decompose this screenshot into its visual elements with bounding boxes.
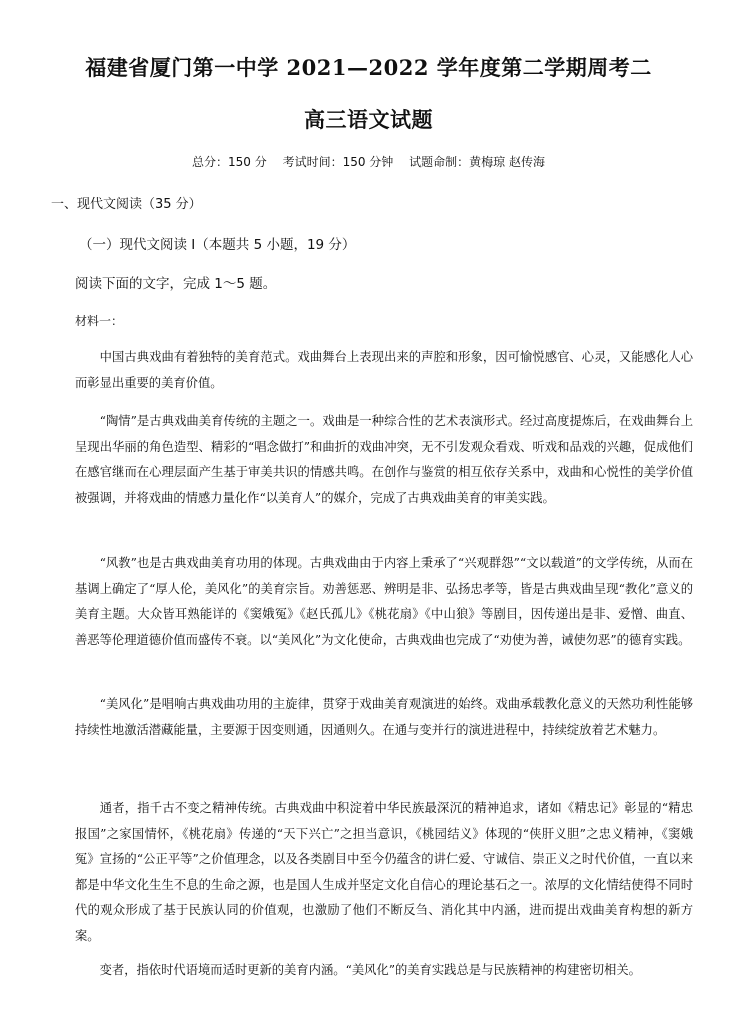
exam-info bbox=[0, 153, 737, 170]
paragraph-text: 变者，指依时代语境而适时更新的美育内涵。“美风化”的美育实践总是与民族精神的构建密切相关。 bbox=[99, 963, 641, 977]
section-heading: 一、现代文阅读（35 分） bbox=[51, 197, 202, 212]
exam-time: 考试时间：150 分钟 bbox=[282, 155, 394, 169]
paragraph-text: “美风化”是唱响古典戏曲功用的主旋律，贯穿于戏曲美育观演进的始终。戏曲承载教化意义的天然功利性能够持续性地激活潜藏能量，主要源于因变则通，因通则久。在通与变并行的演进进程中，持续绽放着艺术魅力。 bbox=[75, 697, 693, 737]
paragraph bbox=[75, 551, 693, 653]
paragraph-text: “陶情”是古典戏曲美育传统的主题之一。戏曲是一种综合性的艺术表演形式。经过高度提炼后，在戏曲舞台上呈现出华丽的角色造型、精彩的“唱念做打”和曲折的戏曲冲突，无不引发观众看戏、听戏和品戏的兴趣，促成他们在感官继而在心理层面产生基于审美共识的情感共鸣。在创作与鉴赏的相互依存关系中，戏曲和心悦性的美学价值被强调，并将戏曲的情感力量化作“以美育人”的媒介，完成了古典戏曲美育的审美实践。 bbox=[75, 414, 693, 505]
subsection-heading: （一）现代文阅读 I（本题共 5 小题，19 分） bbox=[79, 237, 356, 253]
exam-subtitle: 高三语文试题 bbox=[304, 107, 433, 132]
paragraph bbox=[75, 345, 693, 396]
material-label: 材料一： bbox=[75, 314, 124, 328]
exam-title: 福建省厦门第一中学 2021—2022 学年度第二学期周考二 bbox=[85, 55, 652, 80]
exam-authors: 试题命制：黄梅琼 赵传海 bbox=[409, 155, 545, 169]
paragraph bbox=[75, 958, 693, 984]
total-score: 总分：150 分 bbox=[192, 155, 267, 169]
paragraph bbox=[75, 409, 693, 511]
paragraph bbox=[75, 692, 693, 743]
paragraph-text: “风教”也是古典戏曲美育功用的体现。古典戏曲由于内容上秉承了“兴观群怨”“文以载道”的文学传统，从而在基调上确定了“厚人伦，美风化”的美育宗旨。劝善惩恶、辨明是非、弘扬忠孝等，皆是古典戏曲呈现“教化”意义的美育主题。大众皆耳熟能详的《窦娥冤》《赵氏孤儿》《桃花扇》《中山狼》等剧目，因传递出是非、爱憎、曲直、善恶等伦理道德价值而盛传不衰。以“美风化”为文化使命，古典戏曲也完成了“劝使为善，诫使勿恶”的德育实践。 bbox=[75, 556, 693, 647]
paragraph-text: 中国古典戏曲有着独特的美育范式。戏曲舞台上表现出来的声腔和形象，因可愉悦感官、心灵，又能感化人心而彰显出重要的美育价值。 bbox=[75, 350, 693, 390]
reading-instruction: 阅读下面的文字，完成 1～5 题。 bbox=[75, 276, 277, 292]
paragraph-text: 通者，指千古不变之精神传统。古典戏曲中积淀着中华民族最深沉的精神追求，诸如《精忠记》彰显的“精忠报国”之家国情怀，《桃花扇》传递的“天下兴亡”之担当意识，《桃园结义》体现的“侠肝义胆”之忠义精神，《窦娥冤》宣扬的“公正平等”之价值理念，以及各类剧目中至今仍蕴含的讲仁爱、守诚信、崇正义之时代价值，一直以来都是中华文化生生不息的生命之源，也是国人生成并坚定文化自信心的理论基石之一。浓厚的文化情结使得不同时代的观众形成了基于民族认同的价值观，也激励了他们不断反刍、消化其中内涵，进而提出戏曲美育构想的新方案。 bbox=[75, 801, 693, 943]
paragraph bbox=[75, 796, 693, 949]
